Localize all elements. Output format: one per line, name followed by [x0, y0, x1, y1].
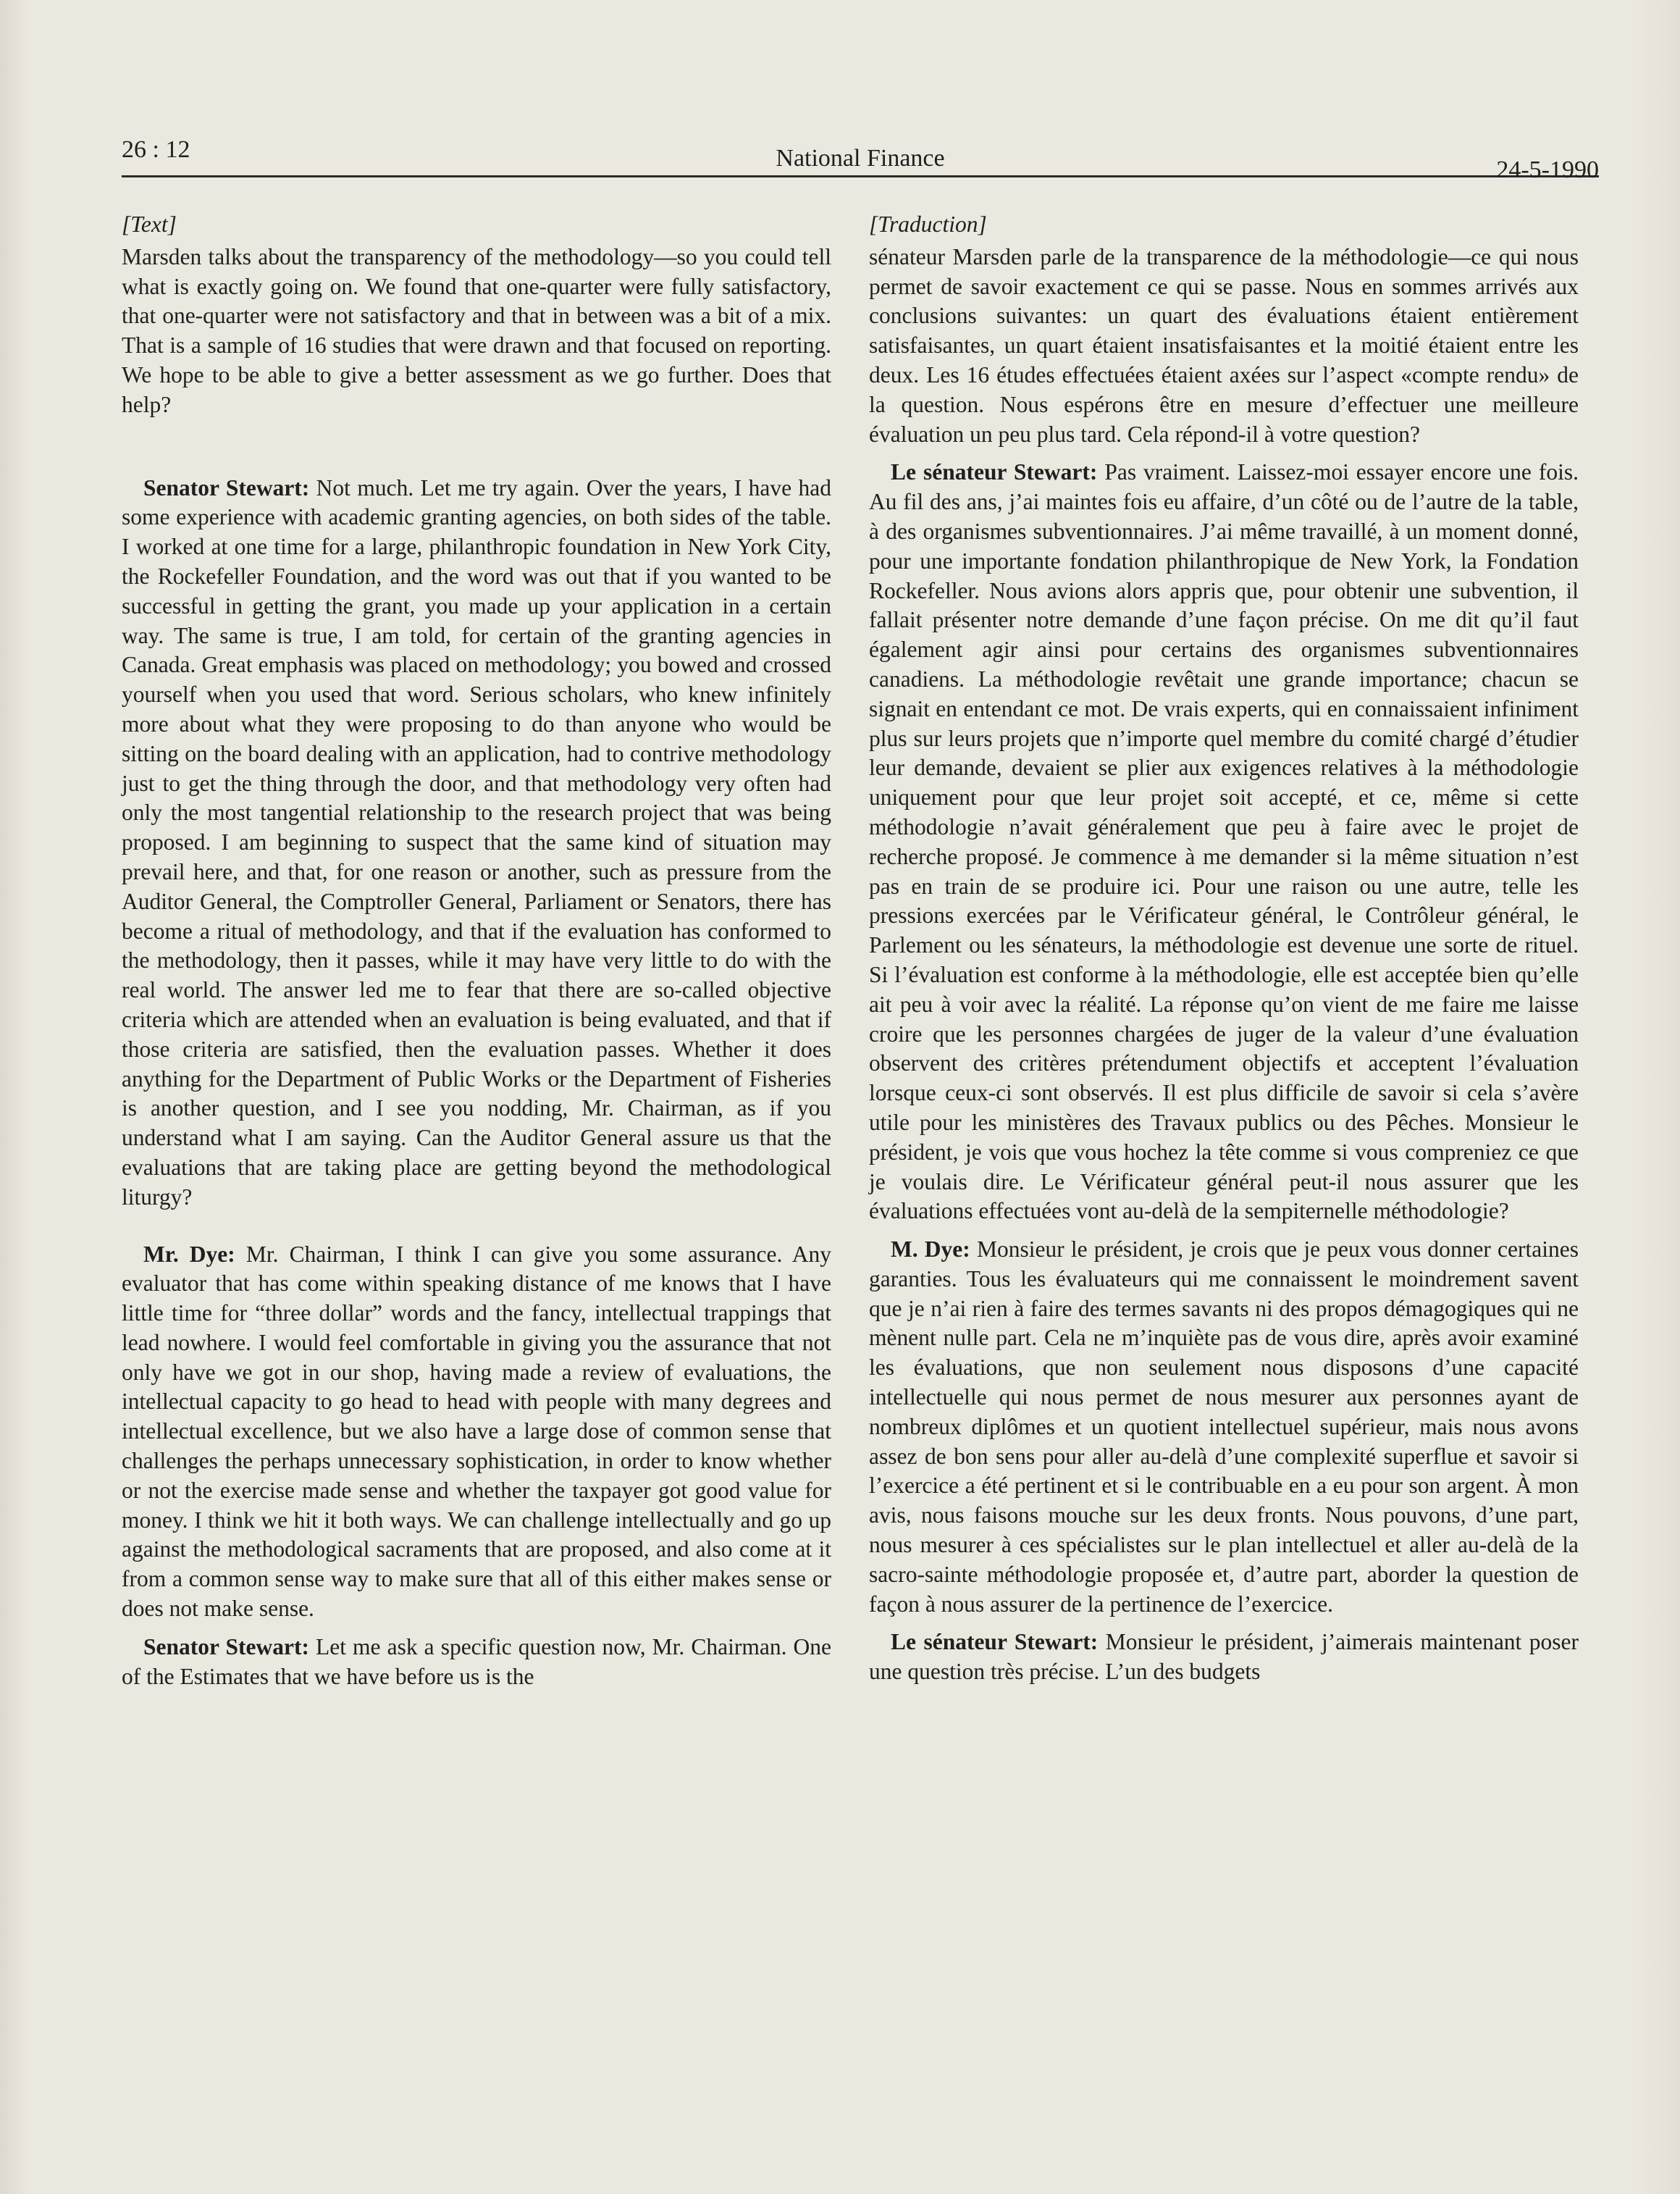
paragraph-text: Let me ask a specific question now, Mr. Chairman. One of the Estimates that we have before us is the	[122, 1633, 831, 1689]
paragraph	[122, 1240, 831, 1624]
paragraph	[869, 1628, 1579, 1687]
publication-title: National Finance	[776, 145, 945, 172]
speaker-name: Senator Stewart:	[143, 1633, 309, 1659]
page-number: 26 : 12	[122, 136, 190, 163]
paragraph-text: sénateur Marsden parle de la transparence de la méthodologie—ce qui nous permet de savoir exactement ce qui se passe. Nous en sommes arrivés aux conclusions suivantes: un quart des évaluations étaient entièrement satisfaisantes, un quart étaient insatisfaisantes et la moitié étaient entre les deux. Les 16 études effectuées étaient axées sur l’aspect «compte rendu» de la question. Nous espérons être en mesure d’effectuer une meilleure évaluation un peu plus tard. Cela répond-il à votre question?	[869, 243, 1579, 447]
paragraph-text: Mr. Chairman, I think I can give you some assurance. Any evaluator that has come within speaking distance of me knows that I have little time for “three dollar” words and the fancy, intellectual trappings that lead nowhere. I would feel comfortable in giving you the assurance that not only have we got in our shop, having made a review of evaluations, the intellectual capacity to go head to head with people with many degrees and intellectual excellence, but we also have a large dose of common sense that challenges the perhaps unnecessary sophistication, in order to know whether or not the exercise made sense and whether the taxpayer got good value for money. I think we hit it both ways. We can challenge intellectually and go up against the methodological sacraments that are proposed, and also come at it from a common sense way to make sure that all of this either makes sense or does not make sense.	[122, 1241, 831, 1622]
speaker-name: Mr. Dye:	[143, 1241, 235, 1267]
running-header	[122, 130, 1599, 183]
paragraph-text: Pas vraiment. Laissez-moi essayer encore une fois. Au fil des ans, j’ai maintes fois eu affaire, d’un côté ou de l’autre de la table, à des organismes subventionnaires. J’ai même travaillé, à un moment donné, pour une importante fondation philanthropique de New York, la Fondation Rockefeller. Nous avions alors appris que, pour obtenir une subvention, il fallait présenter notre demande d’une façon précise. On me dit qu’il faut également agir ainsi pour certains des organismes subventionnaires canadiens. La méthodologie revêtait une grande importance; chacun se signait en entendant ce mot. De vrais experts, qui en connaissaient infiniment plus sur leurs projets que n’importe quel membre du comité chargé d’étudier leur demande, devaient se plier aux exigences relatives à la méthodologie uniquement pour que leur projet soit accepté, et ce, même si cette méthodologie n’avait généralement que peu à faire avec le projet de recherche proposé. Je commence à me demander si la même situation n’est pas en train de se produire ici. Pour une raison ou une autre, telle les pressions exercées par le Vérificateur général, le Contrôleur général, le Parlement ou les sénateurs, la méthodologie est devenue une sorte de rituel. Si l’évaluation est conforme à la méthodologie, elle est acceptée bien qu’elle ait peu à voir avec la réalité. La réponse qu’on vient de me faire me laisse croire que les personnes chargées de juger de la valeur d’une évaluation observent des critères prétendument objectifs et acceptent l’évaluation lorsque ceux-ci sont observés. Il est plus difficile de savoir si cela s’avère utile pour les ministères des Travaux publics ou des Pêches. Monsieur le président, je vois que vous hochez la tête comme si vous compreniez ce que je voulais dire. Le Vérificateur général peut-il nous assurer que les évaluations effectuées vont au-delà de la sempiternelle méthodologie?	[869, 459, 1579, 1224]
paragraph	[869, 458, 1579, 1226]
paragraph	[869, 1235, 1579, 1619]
column-label-traduction: [Traduction]	[869, 212, 987, 237]
paragraph-text: Marsden talks about the transparency of the methodology—so you could tell what is exactly going on. We found that one-quarter were fully satisfactory, that one-quarter were not satisfactory and that in between was a bit of a mix. That is a sample of 16 studies that were drawn and that focused on reporting. We hope to be able to give a better assessment as we go further. Does that help?	[122, 243, 831, 417]
sitting-date: 24-5-1990	[1496, 156, 1599, 183]
paragraph	[122, 474, 831, 1213]
column-label-text: [Text]	[122, 212, 177, 237]
paragraph-text: Not much. Let me try again. Over the years, I have had some experience with academic granting agencies, on both sides of the table. I worked at one time for a large, philanthropic foundation in New York City, the Rockefeller Foundation, and the word was out that if you wanted to be successful in getting the grant, you made up your application in a certain way. The same is true, I am told, for certain of the granting agencies in Canada. Great emphasis was placed on methodology; you bowed and crossed yourself when you used that word. Serious scholars, who knew infinitely more about what they were proposing to do than anyone who would be sitting on the board dealing with an application, had to contrive methodology just to get the thing through the door, and that methodology very often had only the most tangential relationship to the research project that was being proposed. I am beginning to suspect that the same kind of situation may prevail here, and that, for one reason or another, such as pressure from the Auditor General, the Comptroller General, Parliament or Senators, there has become a ritual of methodology, and that if the evaluation has conformed to the methodology, then it passes, while it may have very little to do with the real world. The answer led me to fear that there are so-called objective criteria which are attended when an evaluation is being evaluated, and that if those criteria are satisfied, then the evaluation passes. Whether it does anything for the Department of Public Works or the Department of Fisheries is another question, and I see you nodding, Mr. Chairman, as if you understand what I am saying. Can the Auditor General assure us that the evaluations that are taking place are getting beyond the methodological liturgy?	[122, 474, 831, 1210]
paragraph-text: Monsieur le président, je crois que je peux vous donner certaines garanties. Tous les évaluateurs qui me connaissent le moindrement savent que je n’ai rien à faire des termes savants ni des propos démagogiques qui ne mènent nulle part. Cela ne m’inquiète pas de vous dire, après avoir examiné les évaluations, que non seulement nous disposons d’une capacité intellectuelle qui nous permet de nous mesurer aux personnes ayant de nombreux diplômes et un quotient intellectuel supérieur, mais nous avons assez de bon sens pour aller au-delà d’une complexité superflue et savoir si l’exercice a été pertinent et si le contribuable en a eu pour son argent. À mon avis, nous faisons mouche sur les deux fronts. Nous pouvons, d’une part, nous mesurer à ces spécialistes sur le plan intellectuel et aller au-delà de la sacro-sainte méthodologie proposée et, d’autre part, aborder la question de façon à nous assurer de la pertinence de l’exercice.	[869, 1236, 1579, 1617]
speaker-name: M. Dye:	[891, 1236, 970, 1263]
paragraph-text: Monsieur le président, j’aimerais maintenant poser une question très précise. L’un des budgets	[869, 1629, 1579, 1685]
english-column	[122, 210, 831, 1691]
speaker-name: Le sénateur Stewart:	[891, 459, 1098, 485]
speaker-name: Senator Stewart:	[143, 474, 310, 501]
french-column	[869, 210, 1579, 1687]
paragraph	[122, 243, 831, 420]
paragraph	[122, 1633, 831, 1692]
speaker-name: Le sénateur Stewart:	[891, 1629, 1099, 1655]
paragraph	[869, 243, 1579, 450]
